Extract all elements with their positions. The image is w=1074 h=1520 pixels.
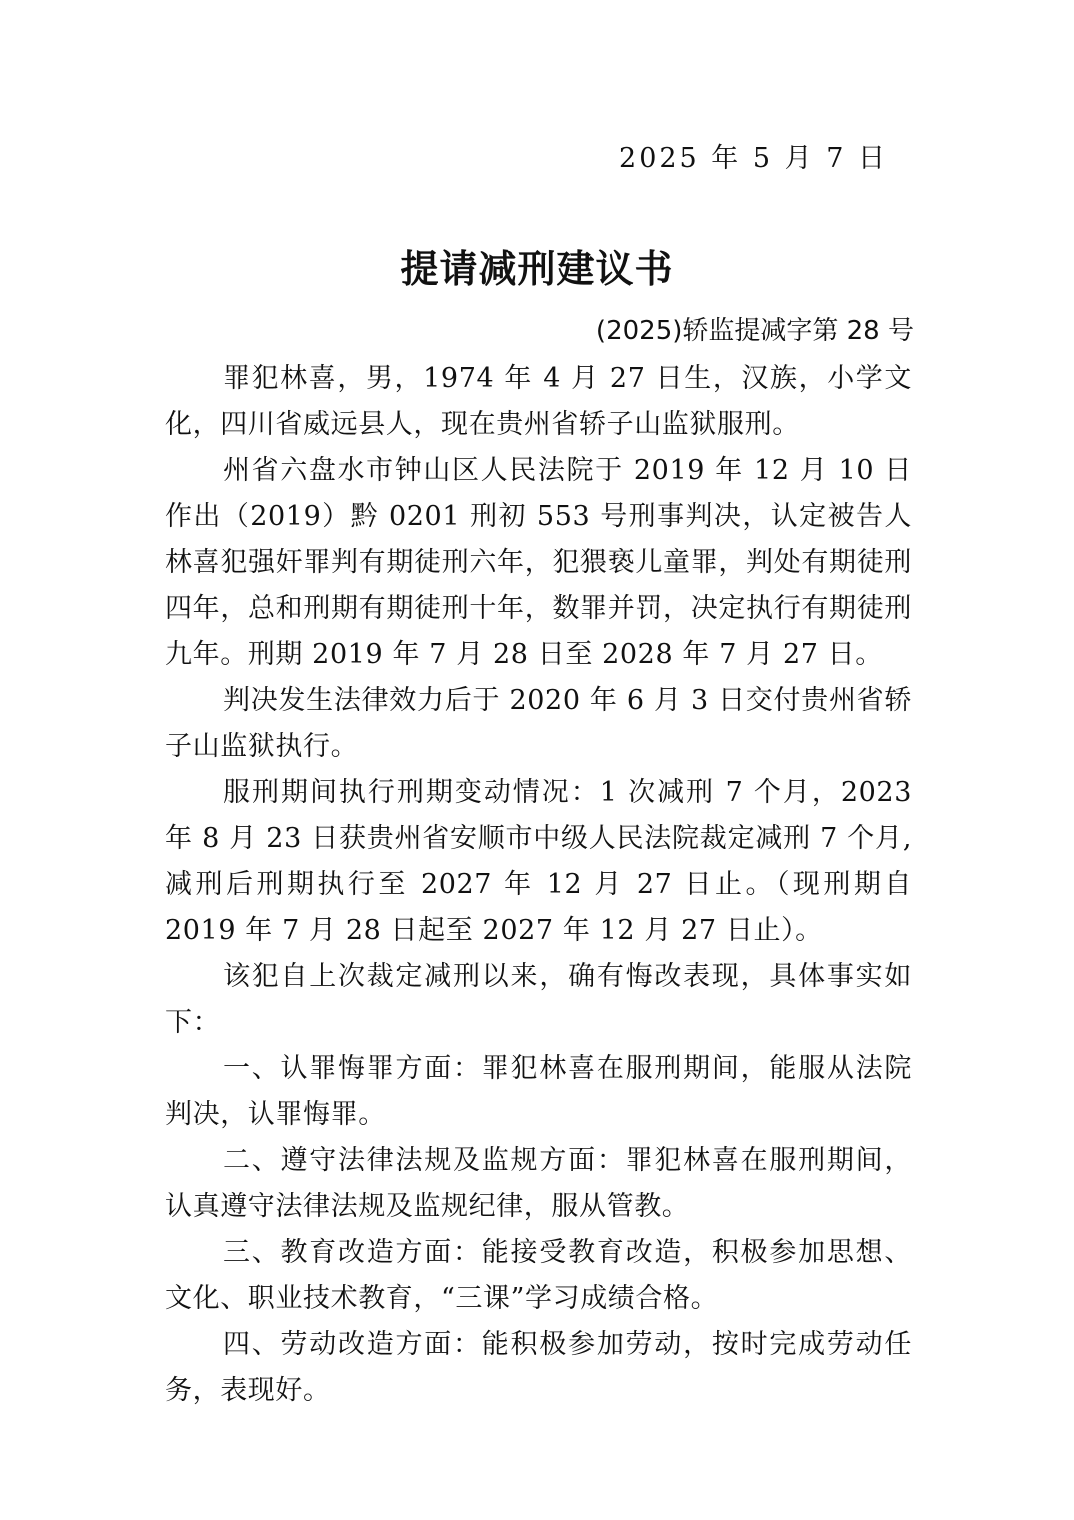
document-title: 提请减刑建议书 — [400, 247, 674, 291]
paragraph-judgment: 州省六盘水市钟山区人民法院于 2019 年 12 月 10 日作出（2019）黔 0201 刑初 553 号刑事判决，认定被告人林喜犯强奸罪判有期徒刑六年，犯猥亵儿童罪，判处有期徒刑四年，总和刑期有期徒刑十年，数罪并罚，决定执行有期徒刑九年。刑期 2019 年 7 月 28 日至 2028 年 7 月 27 日。 — [165, 455, 912, 670]
document-date: 2025 年 5 月 7 日 — [619, 143, 888, 174]
paragraph-item-1: 一、认罪悔罪方面：罪犯林喜在服刑期间，能服从法院判决，认罪悔罪。 — [165, 1053, 912, 1130]
document-number: (2025)轿监提减字第 28 号 — [595, 316, 914, 346]
paragraph-inmate-info: 罪犯林喜，男，1974 年 4 月 27 日生，汉族，小学文化，四川省威远县人，现在贵州省轿子山监狱服刑。 — [165, 363, 912, 440]
paragraph-item-2: 二、遵守法律法规及监规方面：罪犯林喜在服刑期间，认真遵守法律法规及监规纪律，服从管教。 — [165, 1145, 912, 1222]
paragraph-item-4: 四、劳动改造方面：能积极参加劳动，按时完成劳动任务，表现好。 — [165, 1329, 912, 1406]
paragraph-repentance-intro: 该犯自上次裁定减刑以来，确有悔改表现，具体事实如下： — [165, 961, 912, 1038]
paragraph-sentence-changes: 服刑期间执行刑期变动情况：1 次减刑 7 个月，2023 年 8 月 23 日获贵州省安顺市中级人民法院裁定减刑 7 个月,减刑后刑期执行至 2027 年 12 月 27 日止。（现刑期自 2019 年 7 月 28 日起至 2027 年 12 月 27 日止）。 — [165, 777, 912, 946]
paragraph-item-3: 三、教育改造方面：能接受教育改造，积极参加思想、文化、职业技术教育，“三课”学习成绩合格。 — [165, 1237, 912, 1314]
paragraph-delivery: 判决发生法律效力后于 2020 年 6 月 3 日交付贵州省轿子山监狱执行。 — [165, 685, 912, 762]
document-body — [165, 356, 912, 1414]
